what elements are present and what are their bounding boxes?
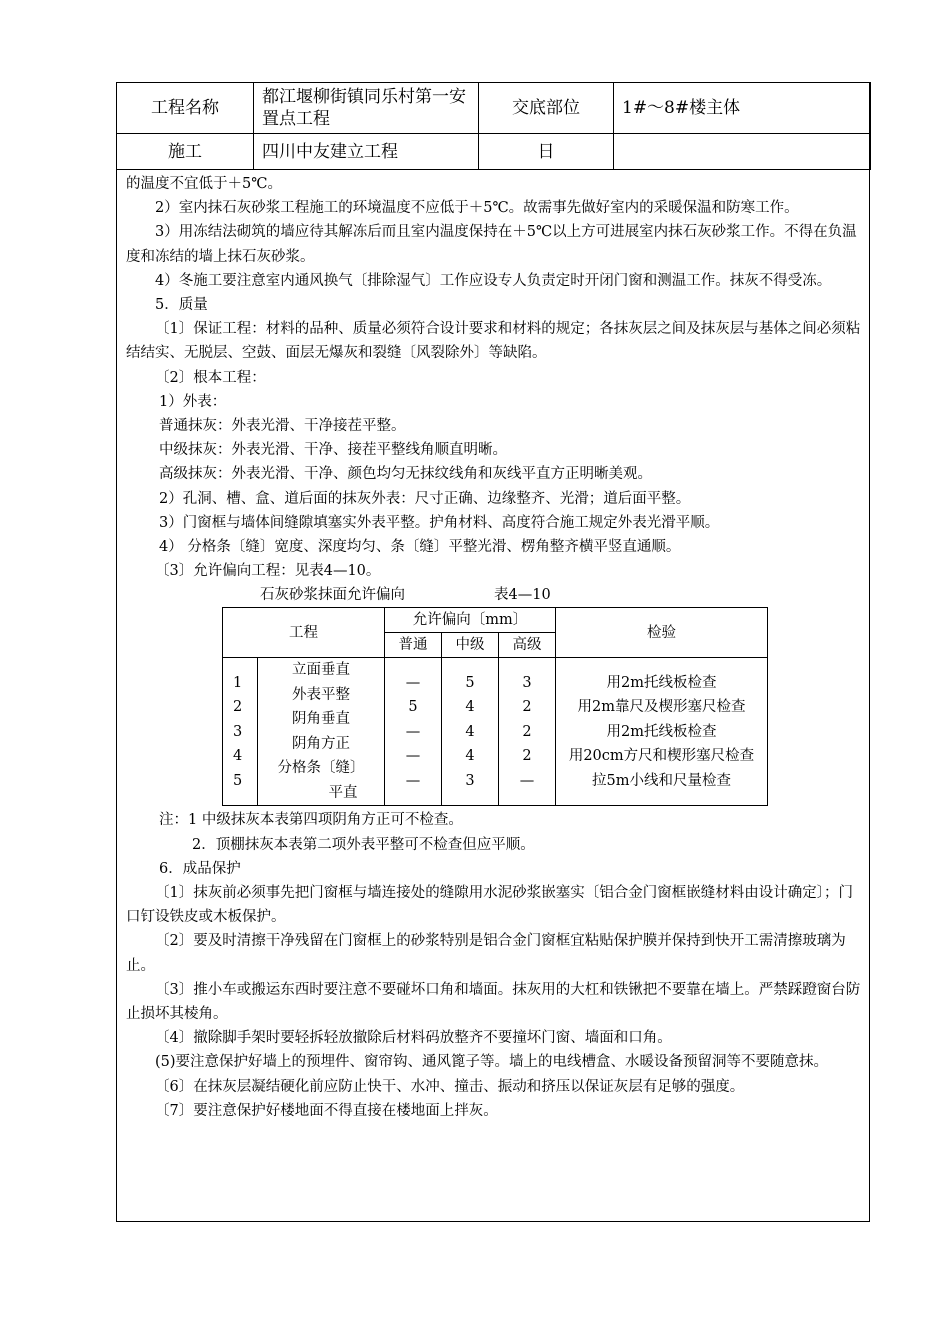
- row-items: [258, 658, 385, 806]
- table-caption-number: 表4—10: [494, 587, 551, 604]
- row-number: 5: [233, 772, 243, 789]
- header-table: [116, 82, 871, 170]
- paragraph: 〔2〕根本工程：: [155, 369, 266, 386]
- row-numbers: [223, 658, 258, 806]
- col-header-high: 高级: [499, 633, 556, 658]
- check-methods: [556, 658, 768, 806]
- check-method: 用20cm方尺和楔形塞尺检查: [568, 748, 755, 765]
- col-header-check: 检验: [556, 608, 768, 658]
- mid-value: 3: [465, 772, 475, 789]
- normal-value: —: [405, 772, 421, 789]
- mid-values: [442, 658, 499, 806]
- paragraph: 3）用冻结法砌筑的墙应待其解冻后而且室内温度保持在＋5℃以上方可进展室内抹石灰砂浆工作。不得在负温度和冻结的墙上抹石灰砂浆。: [126, 224, 857, 265]
- check-method: 拉5m小线和尺量检查: [592, 772, 731, 789]
- paragraph: 3）门窗框与墙体间缝隙填塞实外表平整。护角材料、高度符合施工规定外表光滑平顺。: [159, 514, 720, 531]
- high-value: —: [519, 772, 535, 789]
- paragraph: 4）冬施工要注意室内通风换气〔排除湿气〕工作应设专人负责定时开闭门窗和测温工作。抹灰不得受冻。: [155, 272, 832, 289]
- part-label: 交底部位: [479, 83, 614, 134]
- normal-values: [385, 658, 442, 806]
- paragraph: (5)要注意保护好墙上的预埋件、窗帘钩、通风篦子等。墙上的电线槽盒、水暖设备预留洞等不要随意抹。: [155, 1054, 829, 1071]
- high-value: 2: [522, 723, 532, 740]
- item-name: 分格条〔缝〕: [277, 760, 365, 777]
- mid-value: 4: [465, 699, 475, 716]
- paragraph: 普通抹灰：外表光滑、干净接茬平整。: [159, 418, 406, 435]
- builder-value: 四川中友建立工程: [254, 134, 479, 170]
- paragraph: 的温度不宜低于＋5℃。: [126, 176, 282, 192]
- paragraph: 中级抹灰：外表光滑、干净、接茬平整线角顺直明晰。: [159, 442, 507, 459]
- table-caption-title: 石灰砂浆抹面允许偏向: [260, 587, 405, 604]
- item-name: 外表平整: [292, 686, 350, 703]
- col-header-item: 工程: [223, 608, 385, 658]
- document-body: [126, 172, 864, 1123]
- high-value: 3: [522, 674, 532, 691]
- normal-value: —: [405, 748, 421, 765]
- item-name: 立面垂直: [292, 662, 350, 679]
- paragraph: 〔3〕允许偏向工程：见表4—10。: [155, 563, 381, 580]
- deviation-table: [222, 607, 768, 806]
- paragraph: 〔2〕要及时清擦干净残留在门窗框上的砂浆特别是铝合金门窗框宜粘贴保护膜并保持到快开工需清擦玻璃为止。: [126, 933, 846, 974]
- normal-value: 5: [408, 699, 418, 716]
- high-value: 2: [522, 748, 532, 765]
- check-method: 用2m靠尺及楔形塞尺检查: [577, 699, 746, 716]
- row-number: 2: [233, 699, 243, 716]
- section-heading: 5．质量: [155, 297, 208, 314]
- mid-value: 4: [465, 723, 475, 740]
- builder-label: 施工: [117, 134, 254, 170]
- paragraph: 2）孔洞、槽、盒、道后面的抹灰外表：尺寸正确、边缘整齐、光滑；道后面平整。: [159, 490, 691, 507]
- paragraph: 〔3〕推小车或搬运东西时要注意不要碰坏口角和墙面。抹灰用的大杠和铁锹把不要靠在墙上。严禁踩蹬窗台防止损坏其棱角。: [126, 981, 861, 1023]
- project-name-value: 都江堰柳街镇同乐村第一安置点工程: [254, 83, 479, 134]
- row-number: 4: [233, 748, 243, 765]
- high-value: 2: [522, 699, 532, 716]
- paragraph: 2）室内抹石灰砂浆工程施工的环境温度不应低于＋5℃。故需事先做好室内的采暖保温和防寒工作。: [155, 200, 799, 217]
- item-name: 阴角垂直: [292, 711, 350, 728]
- section-heading: 6．成品保护: [159, 860, 241, 877]
- normal-value: —: [405, 674, 421, 691]
- table-note: 注：1 中级抹灰本表第四项阴角方正可不检查。: [159, 812, 463, 829]
- paragraph: 〔6〕在抹灰层凝结硬化前应防止快干、水冲、撞击、振动和挤压以保证灰层有足够的强度。: [155, 1078, 745, 1095]
- col-header-normal: 普通: [385, 633, 442, 658]
- project-name-label: 工程名称: [117, 83, 254, 134]
- mid-value: 4: [465, 748, 475, 765]
- item-name: 平直: [328, 784, 358, 801]
- paragraph: 〔1〕保证工程：材料的品种、质量必须符合设计要求和材料的规定；各抹灰层之间及抹灰层与基体之间必须粘结结实、无脱层、空鼓、面层无爆灰和裂缝〔风裂除外〕等缺陷。: [126, 321, 861, 362]
- paragraph: 4） 分格条〔缝〕宽度、深度均匀、条〔缝〕平整光滑、楞角整齐横平竖直通顺。: [159, 539, 681, 556]
- paragraph: 高级抹灰：外表光滑、干净、颜色均匀无抹纹线角和灰线平直方正明晰美观。: [159, 466, 652, 483]
- table-caption: [126, 583, 864, 607]
- high-values: [499, 658, 556, 806]
- item-name: 阴角方正: [292, 735, 350, 752]
- table-note: 2．顶棚抹灰本表第二项外表平整可不检查但应平顺。: [192, 836, 535, 853]
- normal-value: —: [405, 723, 421, 740]
- check-method: 用2m托线板检查: [606, 723, 717, 740]
- date-value: [614, 134, 871, 170]
- paragraph: 〔1〕抹灰前必须事先把门窗框与墙连接处的缝隙用水泥砂浆嵌塞实〔铝合金门窗框嵌缝材料由设计确定〕；门口钉设铁皮或木板保护。: [126, 885, 853, 926]
- row-number: 1: [233, 674, 243, 691]
- row-number: 3: [233, 723, 243, 740]
- mid-value: 5: [465, 674, 475, 691]
- col-header-deviation: 允许偏向〔mm〕: [385, 608, 556, 633]
- paragraph: 1）外表：: [159, 393, 227, 410]
- part-value: 1#～8#楼主体: [614, 83, 871, 134]
- paragraph: 〔4〕撤除脚手架时要轻拆轻放撤除后材料码放整齐不要撞坏门窗、墙面和口角。: [155, 1030, 672, 1047]
- col-header-mid: 中级: [442, 633, 499, 658]
- check-method: 用2m托线板检查: [606, 674, 717, 691]
- date-label: 日: [479, 134, 614, 170]
- paragraph: 〔7〕要注意保护好楼地面不得直接在楼地面上拌灰。: [155, 1102, 498, 1119]
